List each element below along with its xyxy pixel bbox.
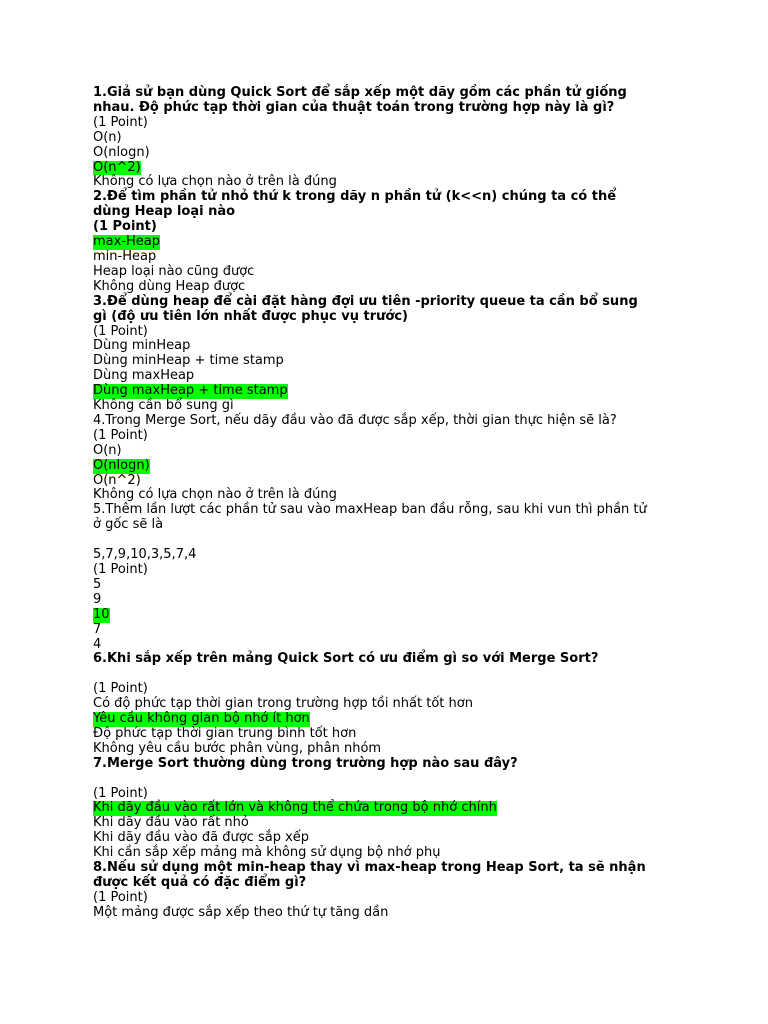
question-text: 5.Thêm lần lượt các phần tử sau vào maxHeap ban đầu rỗng, sau khi vun thì phần tử	[93, 502, 647, 518]
correct-answer-label: Khi dãy đầu vào rất lớn và không thể chứa trong bộ nhớ chính	[93, 800, 497, 816]
correct-answer-label: max-Heap	[93, 234, 161, 250]
point-label: (1 Point)	[93, 323, 148, 339]
answer-option[interactable]	[93, 578, 693, 593]
question-block	[93, 86, 693, 190]
answer-label: O(n)	[93, 129, 122, 145]
answer-label: Không yêu cầu bước phân vùng, phân nhóm	[93, 740, 382, 756]
answer-option[interactable]	[93, 399, 693, 414]
answer-label: Khi cần sắp xếp mảng mà không sử dụng bộ nhớ phụ	[93, 845, 441, 861]
point-label: (1 Point)	[93, 114, 148, 130]
answer-label: Khi dãy đầu vào đã được sắp xếp	[93, 830, 310, 846]
answer-label: 7	[93, 621, 102, 637]
answer-option[interactable]	[93, 265, 693, 280]
question-block	[93, 757, 693, 861]
point-label: (1 Point)	[93, 427, 148, 443]
answer-option[interactable]	[93, 354, 693, 369]
answer-option[interactable]	[93, 831, 693, 846]
question-text: gì (độ ưu tiên lớn nhất được phục vụ trước)	[93, 308, 408, 324]
answer-option[interactable]	[93, 623, 693, 638]
question-text: 1.Giả sử bạn dùng Quick Sort để sắp xếp một dãy gồm các phần tử giống	[93, 85, 627, 100]
question-block	[93, 861, 693, 921]
question-block	[93, 652, 693, 756]
answer-label: Khi dãy đầu vào rất nhỏ	[93, 815, 249, 831]
correct-answer-label: O(n^2)	[93, 159, 141, 175]
answer-label: Dùng minHeap	[93, 338, 191, 354]
answer-option[interactable]	[93, 444, 693, 459]
answer-option[interactable]	[93, 146, 693, 161]
answer-label: Heap loại nào cũng được	[93, 263, 255, 279]
point-label: (1 Point)	[93, 681, 148, 697]
question-text: ở gốc sẽ là	[93, 517, 164, 533]
question-text: 2.Để tìm phần tử nhỏ thứ k trong dãy n phần tử (k<<n) chúng ta có thể	[93, 189, 617, 205]
answer-option[interactable]	[93, 697, 693, 712]
correct-answer-label: Dùng maxHeap + time stamp	[93, 383, 288, 399]
answer-option[interactable]	[93, 488, 693, 503]
point-label: (1 Point)	[93, 219, 157, 235]
question-block	[93, 190, 693, 294]
question-text: 7.Merge Sort thường dùng trong trường hợp nào sau đây?	[93, 755, 518, 771]
answer-option[interactable]	[93, 235, 693, 250]
answer-option[interactable]	[93, 593, 693, 608]
answer-option[interactable]	[93, 474, 693, 489]
spacer	[93, 772, 693, 787]
question-block	[93, 295, 693, 414]
answer-label: O(n^2)	[93, 472, 141, 488]
answer-label: Dùng minHeap + time stamp	[93, 353, 284, 369]
question-text: được kết quả có đặc điểm gì?	[93, 874, 307, 890]
answer-option[interactable]	[93, 801, 693, 816]
answer-label: Độ phức tạp thời gian trung bình tốt hơn	[93, 725, 357, 741]
quiz-document	[93, 86, 693, 921]
question-text	[93, 533, 693, 548]
correct-answer-label: 10	[93, 606, 110, 622]
answer-option[interactable]	[93, 250, 693, 265]
spacer	[93, 667, 693, 682]
answer-label: Không cần bổ sung gì	[93, 398, 234, 414]
question-block	[93, 414, 693, 503]
question-text: 8.Nếu sử dụng một min-heap thay vì max-heap trong Heap Sort, ta sẽ nhận	[93, 860, 646, 876]
answer-option[interactable]	[93, 161, 693, 176]
answer-option[interactable]	[93, 816, 693, 831]
answer-label: O(n)	[93, 442, 122, 458]
answer-label: 9	[93, 591, 102, 607]
question-block	[93, 503, 693, 652]
question-text: nhau. Độ phức tạp thời gian của thuật toán trong trường hợp này là gì?	[93, 99, 615, 115]
answer-option[interactable]	[93, 459, 693, 474]
question-text: dùng Heap loại nào	[93, 204, 236, 220]
answer-option[interactable]	[93, 846, 693, 861]
answer-label: Không có lựa chọn nào ở trên là đúng	[93, 487, 337, 503]
question-text: 5,7,9,10,3,5,7,4	[93, 547, 197, 563]
answer-label: Không dùng Heap được	[93, 278, 246, 294]
point-label: (1 Point)	[93, 785, 148, 801]
answer-option[interactable]	[93, 727, 693, 742]
point-label: (1 Point)	[93, 889, 148, 905]
answer-label: Một mảng được sắp xếp theo thứ tự tăng dần	[93, 904, 389, 920]
answer-label: 5	[93, 576, 102, 592]
point-label: (1 Point)	[93, 561, 148, 577]
correct-answer-label: Yêu cầu không gian bộ nhớ ít hơn	[93, 711, 310, 727]
answer-label: Không có lựa chọn nào ở trên là đúng	[93, 174, 337, 190]
answer-option[interactable]	[93, 369, 693, 384]
question-text: 4.Trong Merge Sort, nếu dãy đầu vào đã được sắp xếp, thời gian thực hiện sẽ là?	[93, 412, 617, 428]
answer-option[interactable]	[93, 742, 693, 757]
answer-label: min-Heap	[93, 248, 157, 264]
question-text: 6.Khi sắp xếp trên mảng Quick Sort có ưu điểm gì so với Merge Sort?	[93, 651, 599, 667]
answer-option[interactable]	[93, 339, 693, 354]
answer-label: Dùng maxHeap	[93, 368, 195, 384]
answer-option[interactable]	[93, 608, 693, 623]
answer-option[interactable]	[93, 712, 693, 727]
answer-label: 4	[93, 636, 102, 652]
correct-answer-label: O(nlogn)	[93, 457, 150, 473]
question-text: 3.Để dùng heap để cài đặt hàng đợi ưu tiên -priority queue ta cần bổ sung	[93, 293, 638, 309]
answer-option[interactable]	[93, 384, 693, 399]
answer-option[interactable]	[93, 280, 693, 295]
answer-label: Có độ phức tạp thời gian trong trường hợp tồi nhất tốt hơn	[93, 696, 473, 712]
answer-option[interactable]	[93, 131, 693, 146]
answer-label: O(nlogn)	[93, 144, 150, 160]
answer-option[interactable]	[93, 906, 693, 921]
